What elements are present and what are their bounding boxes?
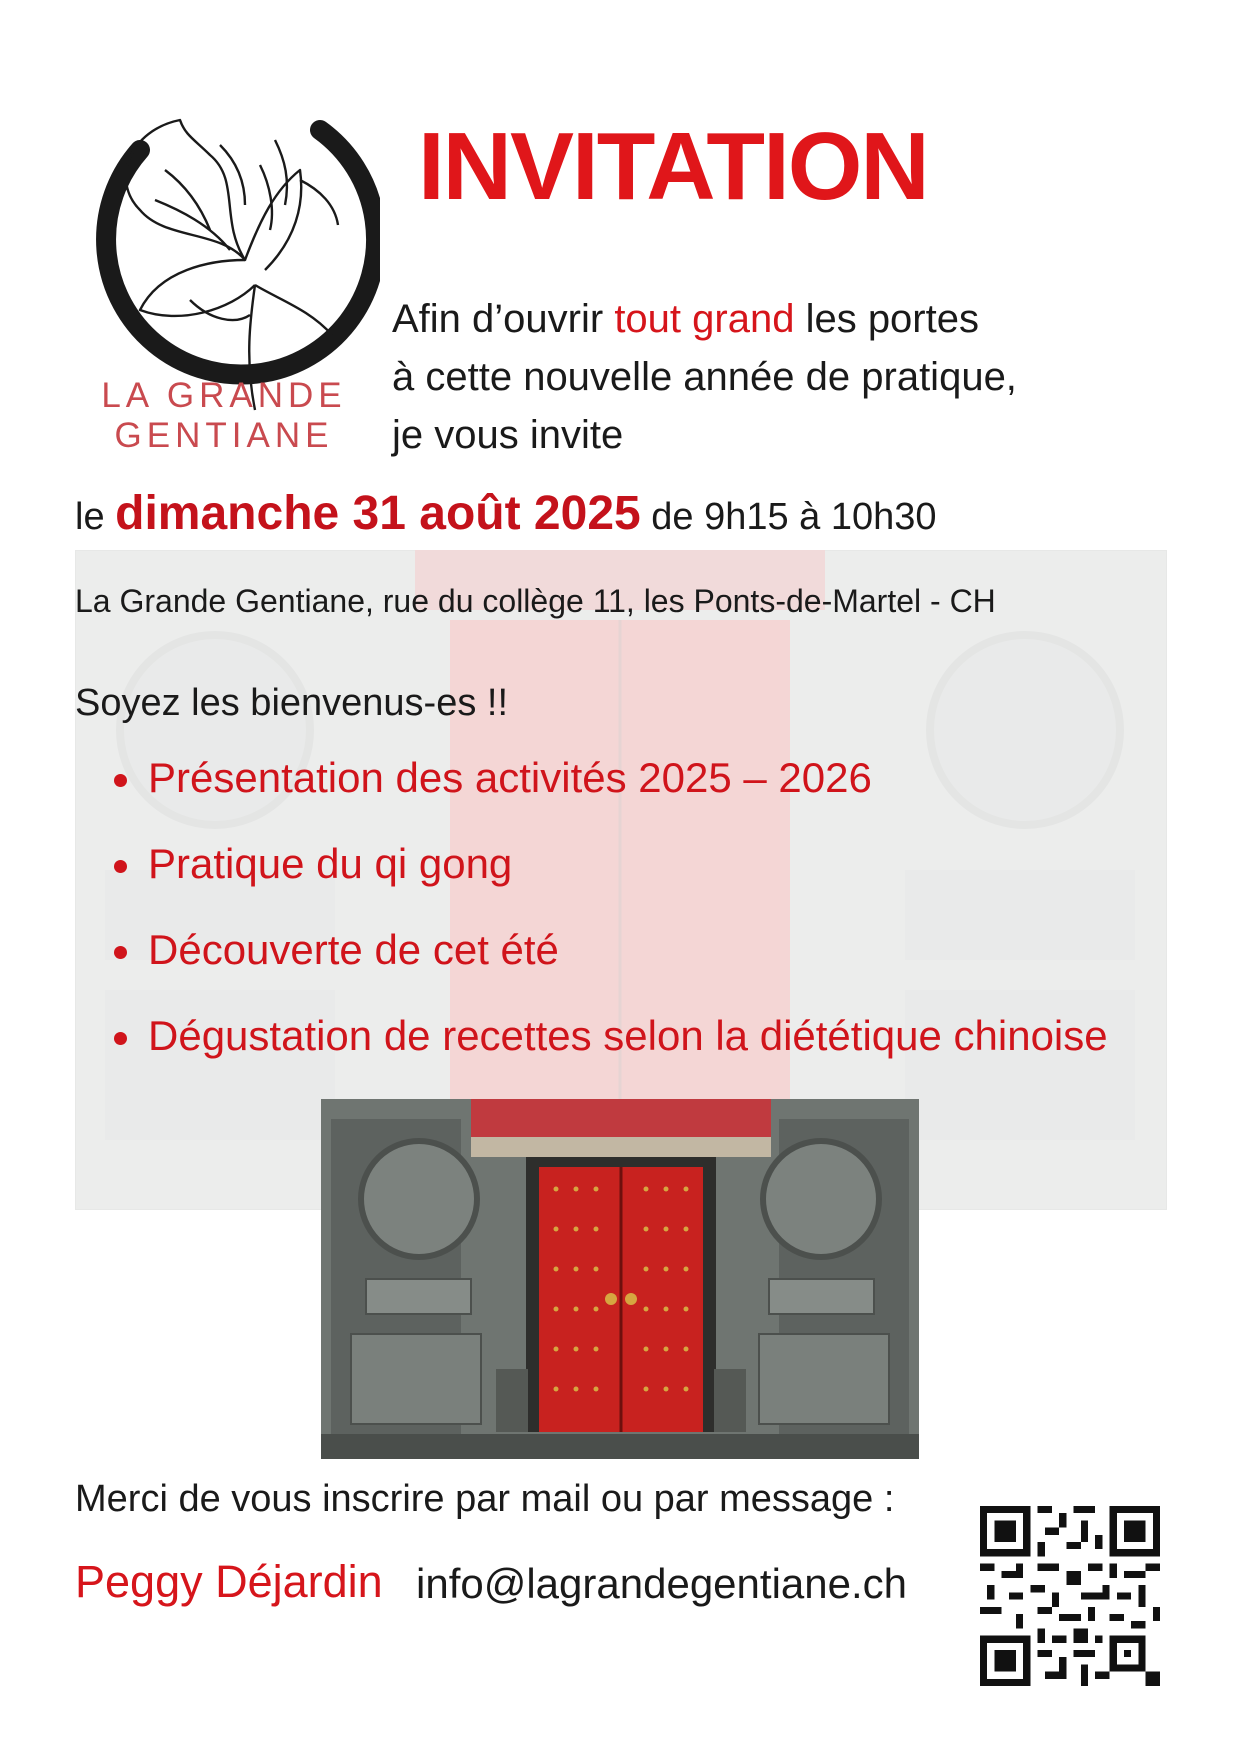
program-list <box>110 752 1108 1096</box>
program-item <box>110 924 1108 1010</box>
program-item-label: Découverte de cet été <box>148 926 559 973</box>
event-time: de 9h15 à 10h30 <box>640 496 937 538</box>
logo-wordmark <box>94 376 354 456</box>
registration-note: Merci de vous inscrire par mail ou par message : <box>75 1478 895 1520</box>
program-item <box>110 1010 1108 1096</box>
page-title: INVITATION <box>418 113 928 220</box>
intro-line-2: à cette nouvelle année de pratique, <box>392 355 1017 399</box>
program-item-label: Pratique du qi gong <box>148 840 513 887</box>
bullet-icon <box>114 946 127 959</box>
bullet-icon <box>114 860 127 873</box>
contact-name: Peggy Déjardin <box>75 1556 383 1607</box>
bullet-icon <box>114 774 127 787</box>
qr-code-icon[interactable] <box>980 1506 1160 1686</box>
intro-highlight: tout grand <box>614 297 795 341</box>
contact-email-link[interactable]: info@lagrandegentiane.ch <box>416 1560 907 1607</box>
event-date: dimanche 31 août 2025 <box>115 487 641 540</box>
date-prefix: le <box>75 496 116 538</box>
welcome-text: Soyez les bienvenus-es !! <box>75 682 509 724</box>
intro-line-3: je vous invite <box>392 413 624 457</box>
bullet-icon <box>114 1032 127 1045</box>
program-item-label: Dégustation de recettes selon la diététique chinoise <box>148 1012 1108 1059</box>
program-item <box>110 752 1108 838</box>
intro-line-1-start: Afin d’ouvrir <box>392 297 615 341</box>
event-date-line <box>75 486 937 545</box>
program-item <box>110 838 1108 924</box>
intro-line-1 <box>392 290 1017 348</box>
intro-line-1-end: les portes <box>794 297 979 341</box>
program-item-label: Présentation des activités 2025 – 2026 <box>148 754 872 801</box>
intro-paragraph <box>392 290 1017 464</box>
temple-door-photo <box>321 1099 919 1459</box>
logo-line-2: GENTIANE <box>114 416 334 455</box>
event-address: La Grande Gentiane, rue du collège 11, les Ponts-de-Martel - CH <box>75 583 996 619</box>
logo-line-1: LA GRANDE <box>101 376 347 415</box>
